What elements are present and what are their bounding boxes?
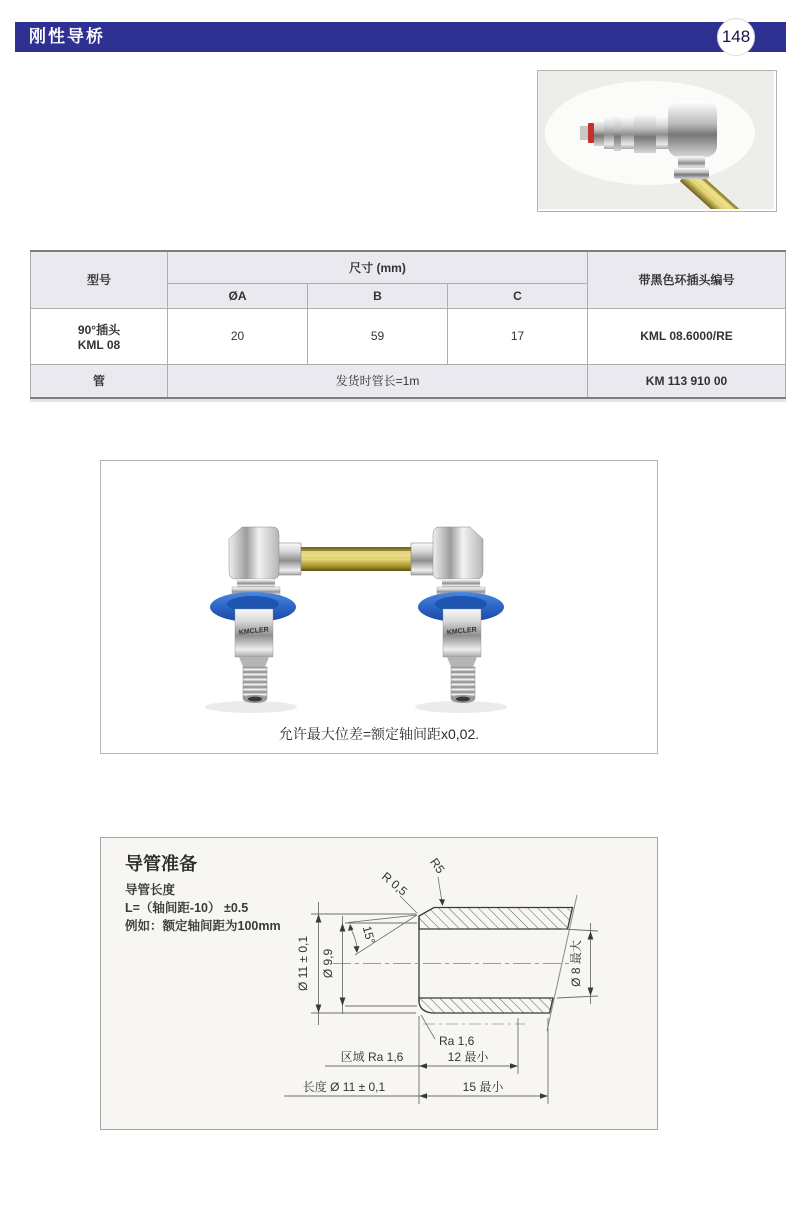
prep-line-3: 例如：额定轴间距为100mm: [125, 919, 281, 933]
r05-leader: [400, 896, 418, 914]
dim-bore-label: Ø 8 最大: [569, 940, 583, 987]
plug-tip-cap: [580, 126, 589, 140]
left-brand-label: KMCLER: [238, 626, 270, 637]
dim-r05-label: R 0,5: [379, 869, 411, 899]
arrow: [348, 924, 354, 931]
cell-tube-length: 发货时管长=1m: [168, 364, 588, 398]
right-ferrule: [411, 543, 434, 575]
col-header-c: C: [448, 283, 588, 308]
cell-plug-c: 17: [448, 308, 588, 364]
page-number-badge: 148: [717, 18, 755, 56]
header-bar: [15, 22, 786, 52]
cell-plug-dia: 20: [168, 308, 308, 364]
dim-ra-label: Ra 1,6: [439, 1034, 475, 1048]
arrow: [419, 1063, 427, 1069]
tube-ferrule: [674, 168, 709, 179]
product-photo-box: [537, 70, 777, 212]
dim-12-label: 12 最小: [447, 1050, 489, 1064]
bridge-assembly-photo: [101, 461, 657, 721]
left-elbow-block: [229, 527, 279, 579]
plug-nut: [634, 113, 656, 153]
prep-line-2: L=（轴间距-10） ±0.5: [125, 901, 249, 915]
bridge-tube-highlight: [301, 551, 411, 557]
inner-dia-dim-lines: [343, 916, 418, 1014]
arrow: [316, 1005, 322, 1014]
elbow-block: [668, 101, 717, 157]
left-tip-hole: [248, 697, 262, 702]
assembly-caption: 允许最大位差=额定轴间距x0,02.: [278, 726, 480, 742]
dim-angle-label: 15°: [359, 924, 378, 946]
spec-table: [30, 250, 786, 399]
arrow: [588, 931, 594, 940]
arrow: [540, 1093, 548, 1099]
cell-plug-model: [31, 308, 168, 364]
col-header-part-number: 带黑色环插头编号: [588, 251, 786, 308]
ra-leader: [421, 1015, 435, 1039]
tube-bottom-wall: [419, 998, 553, 1013]
col-header-b: B: [308, 283, 448, 308]
body-ring: [614, 115, 621, 151]
dim-len-label: 长度 Ø 11 ± 0,1: [302, 1080, 386, 1094]
right-tip-hole: [456, 697, 470, 702]
bridge-tube: [301, 547, 411, 571]
right-thread: [451, 667, 475, 699]
tube-preparation-box: [100, 837, 658, 1130]
col-header-diameter-a: ØA: [168, 283, 308, 308]
dim-outer-label: Ø 11 ± 0,1: [296, 935, 310, 992]
right-elbow-block: [433, 527, 483, 579]
right-taper: [447, 657, 477, 667]
right-ring-1: [442, 579, 480, 587]
left-ring-1: [237, 579, 275, 587]
right-brand-label: KMCLER: [446, 626, 478, 637]
body-collar: [656, 117, 669, 149]
right-angle-plug-photo: [538, 71, 774, 209]
tube-technical-drawing: [101, 838, 657, 1129]
arrow: [510, 1063, 518, 1069]
dim-r5-label: R5: [427, 855, 448, 877]
left-shadow: [205, 701, 297, 713]
arrow: [588, 988, 594, 997]
cell-tube-part: KM 113 910 00: [588, 364, 786, 398]
dim-zone-label: 区域 Ra 1,6: [340, 1050, 404, 1064]
plug-model-line2: KML 08: [77, 337, 121, 352]
prep-line-1: 导管长度: [125, 883, 176, 897]
plug-model-line1: 90°插头: [77, 322, 121, 337]
assembly-figure-box: [100, 460, 658, 754]
dim-15-label: 15 最小: [462, 1080, 504, 1094]
left-taper: [239, 657, 269, 667]
cell-plug-b: 59: [308, 308, 448, 364]
r5-leader: [438, 877, 442, 902]
table-row-plug: [31, 308, 786, 364]
tube-top-wall: [419, 908, 573, 930]
arrow: [340, 923, 346, 932]
left-thread: [243, 667, 267, 699]
page-title: 刚性导桥: [29, 27, 105, 46]
tip-collar: [594, 120, 605, 146]
red-ring: [588, 123, 594, 143]
elbow-neck: [678, 156, 705, 169]
arrow: [340, 998, 346, 1007]
arrow: [354, 946, 360, 953]
cell-tube-model: 管: [31, 364, 168, 398]
left-ferrule: [278, 543, 301, 575]
arrow: [419, 1093, 427, 1099]
dim-inner-label: Ø 9,9: [321, 948, 335, 979]
arrow: [316, 914, 322, 923]
cell-plug-part: KML 08.6000/RE: [588, 308, 786, 364]
table-row-tube: [31, 364, 786, 398]
col-header-dimensions: 尺寸 (mm): [168, 251, 588, 283]
prep-section-title: 导管准备: [125, 854, 197, 874]
arrow: [439, 899, 445, 906]
col-header-model: 型号: [31, 251, 168, 308]
